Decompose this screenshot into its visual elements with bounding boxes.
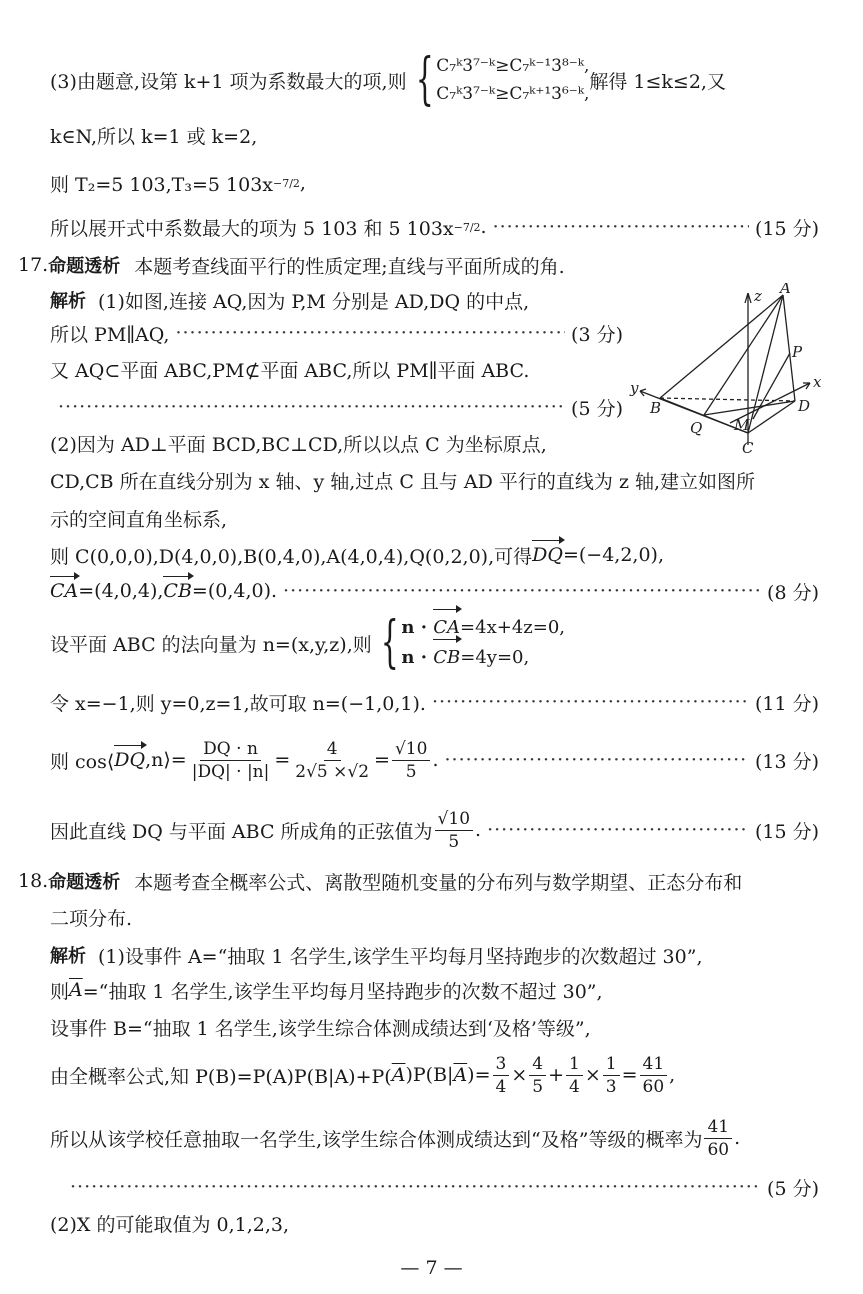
q18-heading: 18. 命题透析 本题考查全概率公式、离散型随机变量的分布列与数学期望、正态分布和 <box>18 870 743 894</box>
edge-AQ <box>704 295 783 415</box>
leader-dots <box>493 216 749 238</box>
line-4: 所以展开式中系数最大的项为 5 103 和 5 103x −7/2 . ····· (15 分) <box>50 212 819 242</box>
inequality-1: C₇ᵏ3⁷⁻ᵏ≥C₇ᵏ⁻¹3⁸⁻ᵏ, <box>436 56 590 76</box>
inequality-2: C₇ᵏ3⁷⁻ᵏ≥C₇ᵏ⁺¹3⁶⁻ᵏ, <box>436 84 590 104</box>
q17-heading: 17. 命题透析 本题考查线面平行的性质定理;直线与平面所成的角. <box>18 254 565 278</box>
tetrahedron-figure <box>620 283 830 463</box>
q18-t6: ····· (5 分) <box>50 1172 819 1202</box>
q17-s9: CA =(4,0,4), CB =(0,4,0). ····· (8 分) <box>50 576 819 606</box>
edge-AB <box>660 295 783 398</box>
label-M: M <box>734 416 750 434</box>
text: (3)由题意,设第 k+1 项为系数最大的项,则 <box>50 70 407 93</box>
q17-s5: (2)因为 AD⊥平面 BCD,BC⊥CD,所以以点 C 为坐标原点, <box>50 433 547 456</box>
line-3: 则 T₂=5 103,T₃=5 103x −7/2 , <box>50 172 306 196</box>
label-D: D <box>798 397 811 415</box>
question-number: 17. <box>18 254 49 276</box>
q17-s7: 示的空间直角坐标系, <box>50 508 228 531</box>
q18-t3: 设事件 B=“抽取 1 名学生,该学生综合体测成绩达到‘及格’等级”, <box>50 1017 591 1040</box>
label-A: A <box>780 283 791 297</box>
q17-s4: ····· (5 分) <box>50 392 623 422</box>
q18-t2: 则 $\overline{A}$ =“抽取 1 名学生,该学生平均每月坚持跑步的次数不超过 30”, <box>50 979 603 1003</box>
label-z: z <box>754 287 762 305</box>
q17-s10: 设平面 ABC 的法向量为 n=(x,y,z),则 { n · CA=4x+4z=0, n · CB=4y=0, <box>50 610 566 675</box>
q17-s11: 令 x=−1,则 y=0,z=1,故可取 n=(−1,0,1). ····· (11 分) <box>50 687 819 717</box>
exponent: −7/2 <box>273 176 300 190</box>
label-Q: Q <box>690 419 703 437</box>
label-C: C <box>742 439 754 457</box>
q17-s3: 又 AQ⊂平面 ABC,PM⊄平面 ABC,所以 PM∥平面 ABC. <box>50 359 530 382</box>
q17-s2: 所以 PM∥AQ, ····· (3 分) <box>50 318 623 348</box>
q17-s13: 因此直线 DQ 与平面 ABC 所成角的正弦值为 $\frac{√10}{5}$ . ····· (15 分) <box>50 800 819 860</box>
q17-s12: 则 cos⟨ DQ ,n⟩= $\frac{DQ \cdot n}{|DQ| \cdot |n|}$ = $\frac{4}{2√5 \times√2}$ = $\frac{√10}{5}$ . ····· (13 分) <box>50 730 819 790</box>
q18-heading-2: 二项分布. <box>50 907 133 930</box>
q17-s8: 则 C(0,0,0),D(4,0,0),B(0,4,0),A(4,0,4),Q(0,2,0),可得 DQ =(−4,2,0), <box>50 544 664 568</box>
line-1 <box>50 47 819 112</box>
q17-s6: CD,CB 所在直线分别为 x 轴、y 轴,过点 C 且与 AD 平行的直线为 z 轴,建立如图所 <box>50 470 756 493</box>
q17-s1: 解析 (1)如图,连接 AQ,因为 P,M 分别是 AD,DQ 的中点, <box>50 285 623 315</box>
label-x: x <box>813 373 822 391</box>
q18-t7: (2)X 的可能取值为 0,1,2,3, <box>50 1213 290 1236</box>
text: 解得 1≤k≤2,又 <box>589 70 726 93</box>
label-P: P <box>792 343 803 361</box>
q18-t1: 解析 (1)设事件 A=“抽取 1 名学生,该学生平均每月坚持跑步的次数超过 30”, <box>50 945 703 968</box>
page-number: — 7 — <box>400 1257 463 1279</box>
label-B: B <box>650 399 662 417</box>
label-y: y <box>630 379 639 397</box>
solution-label: 解析 <box>50 291 86 312</box>
vector: DQ <box>532 544 563 566</box>
score: (15 分) <box>754 217 819 240</box>
q18-t5: 所以从该学校任意抽取一名学生,该学生综合体测成绩达到“及格”等级的概率为 $\frac{41}{60}$ . <box>50 1116 741 1160</box>
section-label: 命题透析 <box>48 256 121 277</box>
q18-t4: 由全概率公式,知 P(B)=P(A)P(B|A)+P( $\overline{A}$ )P(B| $\overline{A}$ )= $\frac{3}{4}$ × $\frac{4}{5}$ + $\frac{1}{4}$ × $\frac{1}{3}$ = $\frac{41}{60}$ , <box>50 1053 676 1097</box>
inequality-system: { C₇ᵏ3⁷⁻ᵏ≥C₇ᵏ⁻¹3⁸⁻ᵏ, C₇ᵏ3⁷⁻ᵏ≥C₇ᵏ⁺¹3⁶⁻ᵏ, <box>415 47 590 112</box>
line-2: k∈N,所以 k=1 或 k=2, <box>50 125 258 148</box>
